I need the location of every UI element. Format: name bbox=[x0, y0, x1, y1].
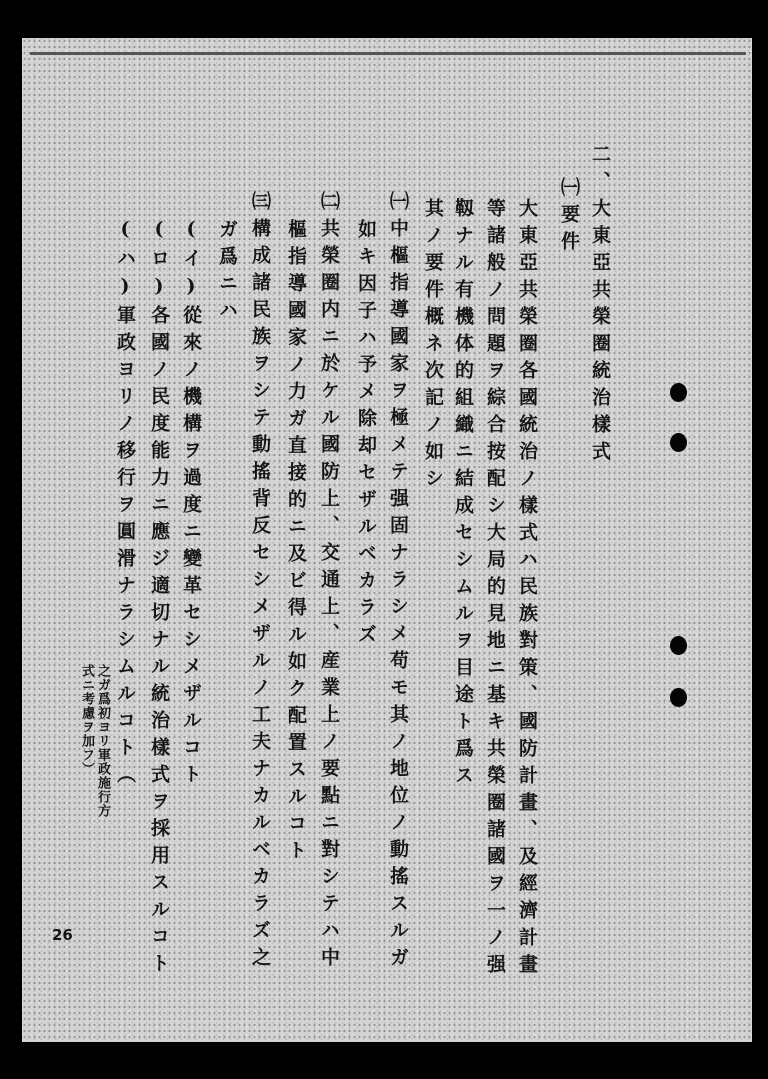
document-page bbox=[22, 38, 752, 1042]
body-line-1: 大東亞共榮圈各國統治ノ樣式ハ民族對策、國防計畫、及經濟計畫 bbox=[516, 198, 538, 981]
subitem-i: (イ)從來ノ機構ヲ過度ニ變革セシメザルコト bbox=[180, 218, 202, 791]
item-3-line-2: ガ爲ニハ bbox=[216, 219, 238, 327]
heading-requirements: ㈠要件 bbox=[558, 177, 580, 258]
binding-hole-4 bbox=[670, 688, 687, 707]
binding-hole-3 bbox=[670, 636, 687, 655]
body-line-4: 其ノ要件概ネ次記ノ如シ bbox=[422, 198, 444, 495]
body-line-2: 等諸般ノ問題ヲ綜合按配シ大局的見地ニ基キ共榮圈諸國ヲ一ノ强 bbox=[484, 198, 506, 981]
item-1-line-2: 如キ因子ハ予メ除却セザルベカラズ bbox=[355, 219, 377, 651]
binding-hole-1 bbox=[670, 383, 687, 402]
body-line-3: 靱ナル有機体的組織ニ結成セシムルヲ目途ト爲ス bbox=[452, 198, 474, 792]
note-line-2: 式ニ考慮ヲ加フ） bbox=[79, 664, 94, 776]
item-1-line-1: ㈠中樞指導國家ヲ極メテ强固ナラシメ苟モ其ノ地位ノ動搖スルガ bbox=[387, 191, 409, 974]
section-title: 二、大東亞共榮圈統治樣式 bbox=[589, 144, 611, 468]
item-2-line-2: 樞指導國家ノ力ガ直接的ニ及ビ得ル如ク配置スルコト bbox=[285, 219, 307, 867]
subitem-ro: (ロ)各國ノ民度能力ニ應ジ適切ナル統治樣式ヲ採用スルコト bbox=[148, 218, 170, 980]
page-number: 26 bbox=[52, 926, 73, 944]
item-3-line-1: ㈢構成諸民族ヲシテ動搖背反セシメザルノ工夫ナカルベカラズ之 bbox=[249, 191, 271, 974]
item-2-line-1: ㈡共榮圈内ニ於ケル國防上、交通上、産業上ノ要點ニ對シテハ中 bbox=[318, 191, 340, 974]
binding-hole-2 bbox=[670, 433, 687, 452]
note-line-1: 之ガ爲初ヨリ軍政施行方 bbox=[95, 664, 110, 818]
subitem-ha: (ハ)軍政ヨリノ移行ヲ圓滑ナラシムルコト（ bbox=[114, 218, 136, 791]
